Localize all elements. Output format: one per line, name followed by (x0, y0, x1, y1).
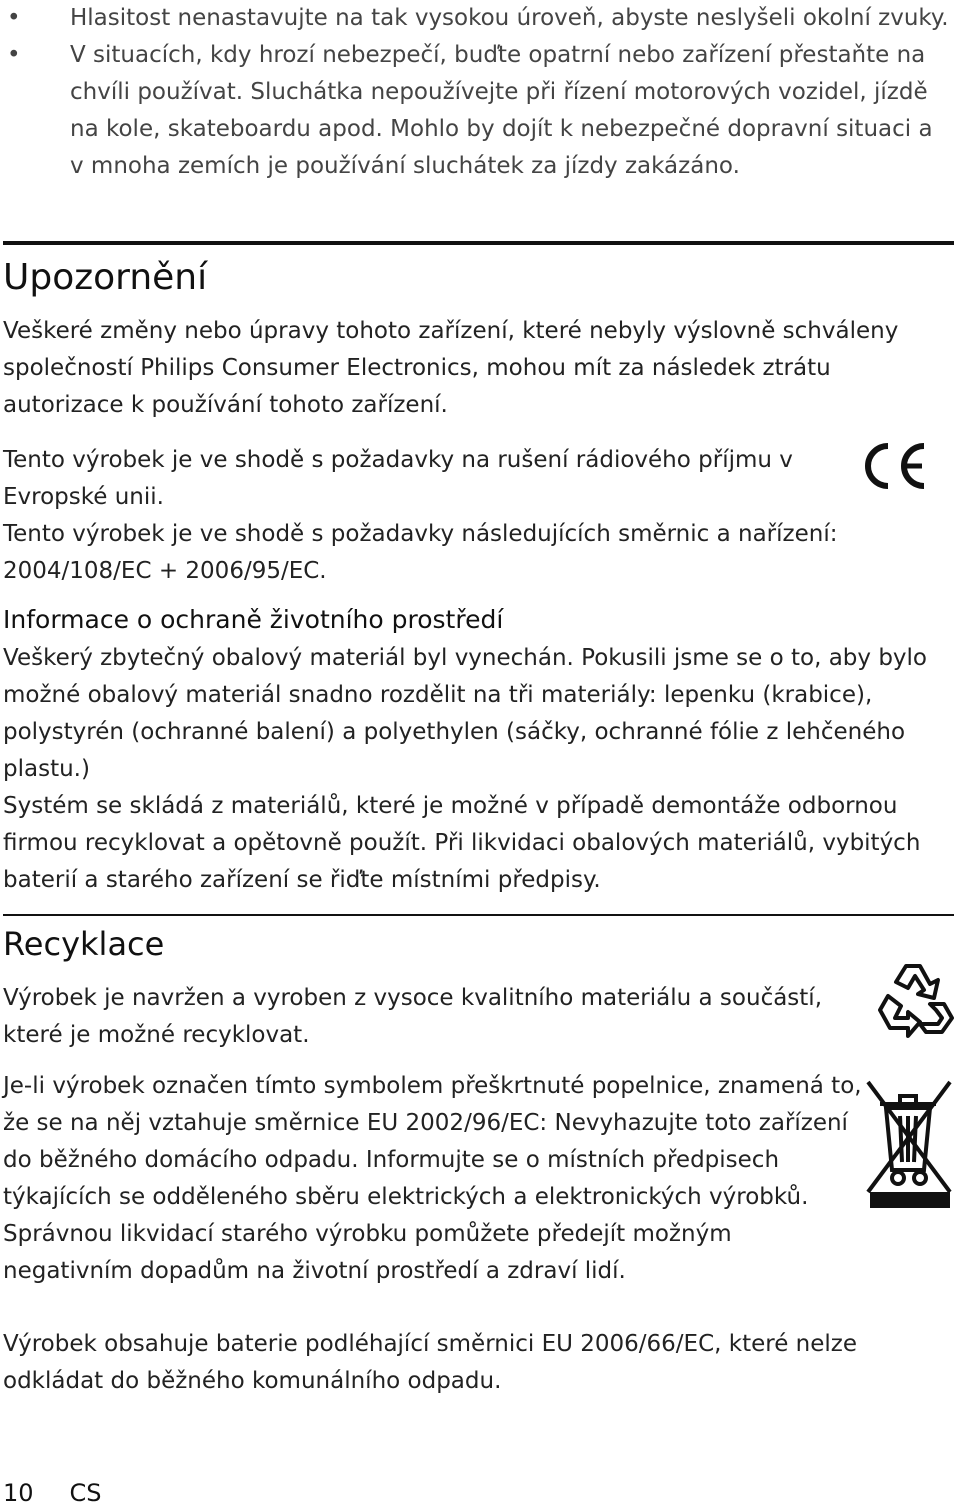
recycle-icon (868, 958, 958, 1038)
warning-paragraph-2: Tento výrobek je ve shodě s požadavky na rušení rádiového příjmu v Evropské unii. (3, 447, 793, 510)
section-divider (3, 914, 954, 916)
bullet-text: Hlasitost nenastavujte na tak vysokou úroveň, abyste neslyšeli okolní zvuky. (70, 5, 949, 31)
recycling-paragraph-3: Výrobek obsahuje baterie podléhající směrnici EU 2006/66/EC, které nelze odkládat do běžného komunálního odpadu. (3, 1331, 857, 1394)
bullet-item (0, 37, 950, 185)
ce-mark-icon (858, 440, 928, 492)
recycling-paragraph-1: Výrobek je navržen a vyroben z vysoce kvalitního materiálu a součástí, které je možné recyklovat. (3, 985, 823, 1048)
recycling-paragraph-2: Je-li výrobek označen tímto symbolem přeškrtnuté popelnice, znamená to, že se na něj vztahuje směrnice EU 2002/96/EC: Nevyhazujte toto zařízení do běžného domácího odpadu. Informujte se o místních předpisech týkajících se odděleného sběru elektrických a elektronických výrobků. Správnou likvidací starého výrobku pomůžete předejít možným negativním dopadům na životní prostředí a zdraví lidí. (3, 1073, 862, 1284)
warning-paragraph-3: Tento výrobek je ve shodě s požadavky následujících směrnic a nařízení: 2004/108/EC + 2006/95/EC. (3, 521, 838, 584)
recycling-heading: Recyklace (3, 925, 165, 963)
safety-bullet-list (0, 0, 950, 185)
environment-paragraph-2: Systém se skládá z materiálů, které je možné v případě demontáže odbornou firmou recyklovat a opětovně použít. Při likvidaci obalových materiálů, vybitých baterií a starého zařízení se řiďte místními předpisy. (3, 793, 921, 893)
page-footer (3, 1476, 138, 1510)
bullet-text: V situacích, kdy hrozí nebezpečí, buďte opatrní nebo zařízení přestaňte na chvíli používat. Sluchátka nepoužívejte při řízení motorových vozidel, jízdě na kole, skateboardu apod. Mohlo by dojít k nebezpečné dopravní situaci a v mnoha zemích je používání sluchátek za jízdy zakázáno. (70, 42, 933, 179)
language-code: CS (69, 1479, 102, 1507)
bullet-dot: • (7, 5, 21, 31)
environment-heading: Informace o ochraně životního prostředí (3, 605, 504, 634)
section-divider (3, 241, 954, 245)
crossed-out-bin-icon (862, 1074, 957, 1214)
bullet-dot: • (7, 42, 21, 68)
environment-paragraph-1: Veškerý zbytečný obalový materiál byl vynechán. Pokusili jsme se o to, aby bylo možné obalový materiál snadno rozdělit na tři materiály: lepenku (krabice), polystyrén (ochranné balení) a polyethylen (sáčky, ochranné fólie z lehčeného plastu.) (3, 645, 927, 782)
bullet-item (0, 0, 950, 37)
page-number: 10 (3, 1479, 34, 1507)
warning-heading: Upozornění (3, 257, 208, 298)
warning-paragraph-1: Veškeré změny nebo úpravy tohoto zařízení, které nebyly výslovně schváleny společností Philips Consumer Electronics, mohou mít za následek ztrátu autorizace k používání tohoto zařízení. (3, 318, 899, 418)
